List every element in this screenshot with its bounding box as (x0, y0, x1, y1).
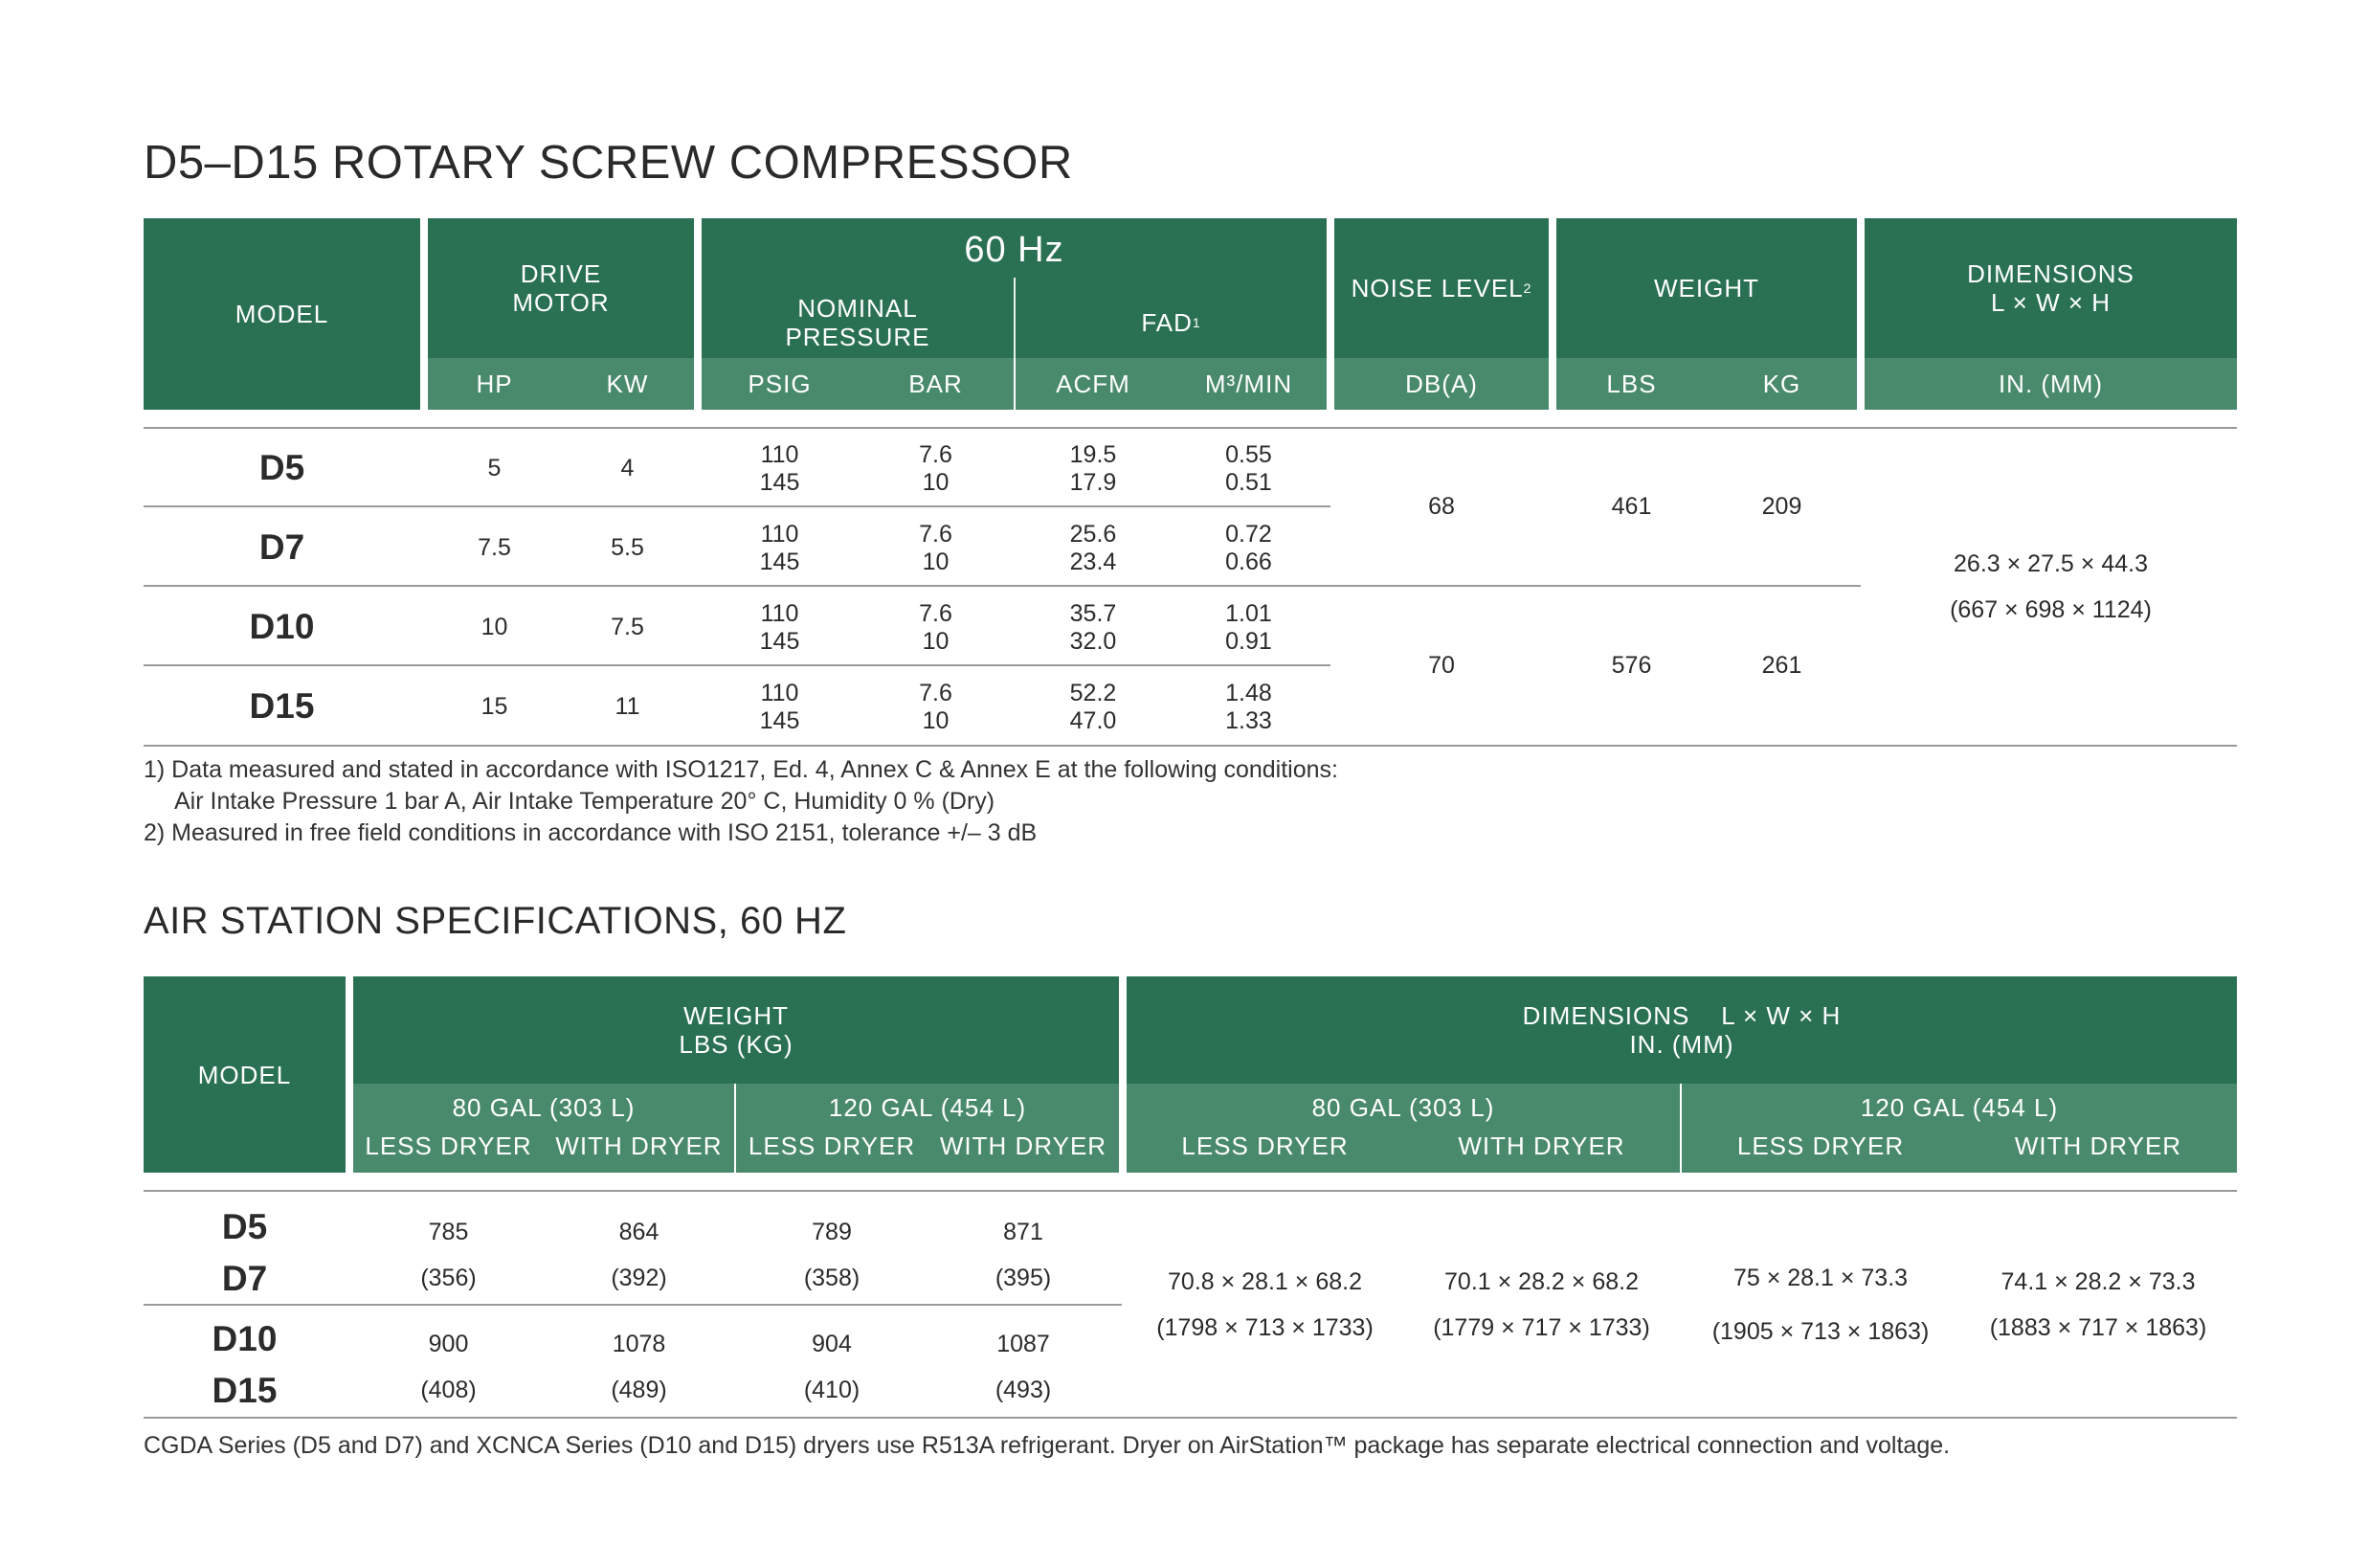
psig-values (702, 600, 858, 656)
header-drive-motor-line1: DRIVE (520, 259, 602, 288)
kg-value: (493) (995, 1377, 1052, 1403)
kw-value: 11 (615, 692, 640, 720)
as-header-dimensions (1127, 976, 2237, 1084)
as-weight-80-with-dryer: WITH DRYER (555, 1131, 723, 1160)
lbs-value: 785 (428, 1219, 469, 1245)
m3-2: 0.51 (1225, 469, 1272, 496)
psig-110: 110 (760, 441, 799, 468)
m3-2: 1.33 (1225, 707, 1272, 734)
subheader-lbs: LBS (1606, 369, 1657, 398)
header-noise-level-label: NOISE LEVEL (1351, 274, 1524, 302)
model-name: D7 (258, 527, 305, 567)
as-dim-120gal: 120 GAL (454 L) (1860, 1092, 2059, 1122)
weight-kg-d5-d7: 209 (1761, 493, 1802, 520)
weight-kg-d10-d15: 261 (1761, 652, 1802, 679)
bar-values (858, 441, 1014, 497)
table-row (0, 429, 1334, 507)
w80-with-dryer (544, 1321, 734, 1413)
subheader-dba: DB(A) (1334, 358, 1549, 410)
header-fad: FAD 1 (1141, 308, 1201, 337)
as-header-weight (353, 976, 1119, 1084)
acfm-2: 17.9 (1069, 469, 1117, 496)
subheader-kg: KG (1762, 369, 1801, 398)
header-60hz-group (702, 218, 1327, 358)
m3min-values (1171, 441, 1327, 497)
header-60hz: 60 Hz (964, 229, 1064, 270)
header-drive-motor-line2: MOTOR (512, 288, 610, 317)
header-weight-label: WEIGHT (1654, 274, 1759, 302)
kg-value: (408) (420, 1377, 477, 1403)
bar-2: 10 (922, 549, 950, 575)
table-row (0, 508, 1334, 587)
m3-2: 0.66 (1225, 549, 1272, 575)
w120-with-dryer (927, 1209, 1119, 1301)
header-nominal-pressure-line1: NOMINAL (797, 294, 918, 323)
m3-1: 1.48 (1225, 680, 1272, 706)
footnote-1: 1) Data measured and stated in accordance with ISO1217, Ed. 4, Annex C & Annex E at the following conditions: (144, 756, 1338, 783)
kg-value: (410) (803, 1377, 860, 1403)
as-dim-80gal: 80 GAL (303 L) (1311, 1092, 1495, 1122)
w80-with-dryer (544, 1209, 734, 1301)
model-name: D15 (249, 686, 315, 726)
m3min-values (1171, 600, 1327, 656)
subheader-psig: PSIG (748, 369, 812, 398)
psig-110: 110 (760, 600, 799, 627)
subheader-kw: KW (606, 369, 649, 398)
dim-inches: 70.1 × 28.2 × 68.2 (1444, 1267, 1639, 1295)
model-name: D5 (258, 448, 305, 487)
subheader-hp: HP (476, 369, 513, 398)
dim-120-less-dryer (1682, 1192, 1959, 1417)
w120-less-dryer (736, 1209, 927, 1301)
weight-lbs-d10-d15: 576 (1611, 652, 1652, 679)
lbs-value: 789 (812, 1219, 852, 1245)
model-name: D10 (249, 607, 315, 646)
w120-with-dryer (927, 1321, 1119, 1413)
subheader-60hz (702, 358, 1327, 410)
header-model-label: MODEL (235, 300, 329, 328)
dimensions-inches: 26.3 × 27.5 × 44.3 (1954, 550, 2148, 577)
acfm-2: 47.0 (1069, 707, 1117, 734)
as-weight-80-less-dryer: LESS DRYER (365, 1131, 532, 1160)
footnote-1-conditions: Air Intake Pressure 1 bar A, Air Intake Temperature 20° C, Humidity 0 % (Dry) (174, 788, 995, 815)
as-weight-120-less-dryer: LESS DRYER (748, 1131, 916, 1160)
hp-value: 7.5 (478, 533, 511, 561)
hp-value: 10 (481, 613, 508, 640)
psig-values (702, 680, 858, 735)
model-names (144, 1313, 346, 1417)
model-name: D10 (212, 1319, 278, 1358)
dim-mm: (1798 × 713 × 1733) (1156, 1313, 1374, 1341)
noise-value-d5-d7: 68 (1428, 493, 1455, 520)
bar-1: 7.6 (919, 600, 952, 627)
header-drive-motor (428, 218, 694, 358)
psig-110: 110 (760, 521, 799, 548)
acfm-1: 25.6 (1069, 521, 1117, 548)
lbs-value: 871 (1003, 1219, 1043, 1245)
as-weight-120-with-dryer: WITH DRYER (939, 1131, 1107, 1160)
kw-value: 5.5 (611, 533, 644, 561)
bar-2: 10 (922, 707, 950, 734)
dim-120-with-dryer (1959, 1192, 2237, 1417)
subheader-weight (1556, 358, 1857, 410)
as-header-dimensions-line2: IN. (MM) (1629, 1030, 1734, 1059)
table-row (0, 1192, 1122, 1304)
dim-mm: (1779 × 717 × 1733) (1433, 1313, 1650, 1341)
model-name: D15 (212, 1371, 278, 1410)
bar-values (858, 521, 1014, 576)
dim-80-less-dryer (1127, 1192, 1403, 1417)
as-header-model-label: MODEL (197, 1060, 292, 1089)
w120-less-dryer (736, 1321, 927, 1413)
table-row (0, 1306, 1122, 1417)
noise-value-d10-d15: 70 (1428, 652, 1455, 679)
bar-1: 7.6 (919, 521, 952, 548)
psig-110: 110 (760, 680, 799, 706)
lbs-value: 864 (618, 1219, 659, 1245)
header-nominal-pressure (702, 287, 1014, 358)
as-subheader-weight (353, 1084, 1119, 1173)
air-station-title: AIR STATION SPECIFICATIONS, 60 HZ (144, 900, 847, 942)
as-dim-80-less-dryer: LESS DRYER (1181, 1131, 1349, 1160)
table-row (0, 588, 1334, 666)
kg-value: (395) (995, 1265, 1052, 1291)
m3min-values (1171, 521, 1327, 576)
table-row (0, 667, 1334, 746)
as-header-weight-line2: LBS (KG) (679, 1030, 793, 1059)
header-dimensions-line1: DIMENSIONS (1967, 259, 2134, 288)
header-dimensions (1865, 218, 2237, 358)
w80-less-dryer (353, 1321, 544, 1413)
m3min-values (1171, 680, 1327, 735)
kw-value: 7.5 (611, 613, 644, 640)
air-station-footnote: CGDA Series (D5 and D7) and XCNCA Series (D10 and D15) dryers use R513A refrigerant. Dryer on AirStation™ package has separate electrical connection and voltage. (144, 1432, 1951, 1459)
acfm-2: 23.4 (1069, 549, 1117, 575)
acfm-values (1016, 521, 1171, 576)
dim-inches: 70.8 × 28.1 × 68.2 (1168, 1267, 1362, 1295)
model-name: D5 (221, 1207, 268, 1246)
as-table-bottom-rule (144, 1417, 2237, 1419)
subheader-m3min: M³/MIN (1204, 369, 1293, 398)
m3-1: 1.01 (1225, 600, 1272, 627)
weight-lbs-d5-d7: 461 (1611, 493, 1652, 520)
hp-value: 15 (481, 692, 508, 720)
acfm-1: 19.5 (1069, 441, 1117, 468)
m3-1: 0.55 (1225, 441, 1272, 468)
kg-value: (356) (420, 1265, 477, 1291)
dim-inches: 74.1 × 28.2 × 73.3 (2000, 1267, 2196, 1295)
dimensions-cell (1865, 429, 2237, 745)
subheader-bar: BAR (908, 369, 963, 398)
acfm-1: 35.7 (1069, 600, 1117, 627)
footnote-2: 2) Measured in free field conditions in accordance with ISO 2151, tolerance +/– 3 dB (144, 819, 1038, 846)
psig-values (702, 441, 858, 497)
header-nominal-pressure-line2: PRESSURE (785, 323, 930, 351)
psig-145: 145 (759, 469, 800, 496)
dim-inches: 75 × 28.1 × 73.3 (1732, 1264, 1909, 1291)
acfm-2: 32.0 (1069, 628, 1117, 655)
as-weight-120gal: 120 GAL (454 L) (828, 1092, 1027, 1122)
lbs-value: 904 (812, 1331, 852, 1357)
dimensions-mm: (667 × 698 × 1124) (1950, 596, 2152, 623)
acfm-values (1016, 680, 1171, 735)
kg-value: (489) (611, 1377, 667, 1403)
dim-80-with-dryer (1403, 1192, 1680, 1417)
m3-1: 0.72 (1225, 521, 1272, 548)
subheader-acfm: ACFM (1056, 369, 1130, 398)
header-fad-label: FAD (1141, 308, 1193, 337)
acfm-values (1016, 441, 1171, 497)
acfm-1: 52.2 (1069, 680, 1117, 706)
bar-values (858, 680, 1014, 735)
acfm-values (1016, 600, 1171, 656)
lbs-value: 1078 (612, 1331, 666, 1357)
bar-2: 10 (922, 469, 950, 496)
lbs-value: 1087 (996, 1331, 1050, 1357)
subheader-drive-motor (428, 358, 694, 410)
w80-less-dryer (353, 1209, 544, 1301)
psig-values (702, 521, 858, 576)
as-dim-120-with-dryer: WITH DRYER (2014, 1131, 2182, 1160)
as-subheader-dimensions (1127, 1084, 2237, 1173)
header-weight (1556, 218, 1857, 358)
psig-145: 145 (759, 707, 800, 734)
compressor-title: D5–D15 ROTARY SCREW COMPRESSOR (144, 137, 1073, 189)
kw-value: 4 (620, 454, 635, 482)
bar-1: 7.6 (919, 441, 952, 468)
bar-1: 7.6 (919, 680, 952, 706)
bar-values (858, 600, 1014, 656)
as-header-model (144, 976, 346, 1173)
as-dim-120-less-dryer: LESS DRYER (1736, 1131, 1905, 1160)
lbs-value: 900 (428, 1331, 469, 1357)
kg-value: (392) (611, 1265, 667, 1291)
bar-2: 10 (922, 628, 950, 655)
as-header-weight-line1: WEIGHT (683, 1001, 789, 1030)
psig-145: 145 (759, 628, 800, 655)
model-name: D7 (221, 1259, 268, 1298)
model-names (144, 1201, 346, 1305)
as-weight-80gal: 80 GAL (303 L) (452, 1092, 636, 1122)
as-dim-80-with-dryer: WITH DRYER (1458, 1131, 1625, 1160)
subheader-in-mm: IN. (MM) (1865, 358, 2237, 410)
hp-value: 5 (487, 454, 502, 482)
m3-2: 0.91 (1225, 628, 1272, 655)
header-noise-level: NOISE LEVEL 2 (1334, 218, 1549, 358)
header-dimensions-line2: L × W × H (1990, 288, 2112, 317)
as-header-dimensions-line1: DIMENSIONS L × W × H (1522, 1001, 1842, 1030)
dim-mm: (1905 × 713 × 1863) (1711, 1317, 1930, 1345)
kg-value: (358) (803, 1265, 860, 1291)
psig-145: 145 (759, 549, 800, 575)
dim-mm: (1883 × 717 × 1863) (1989, 1313, 2207, 1341)
header-model (144, 218, 420, 410)
